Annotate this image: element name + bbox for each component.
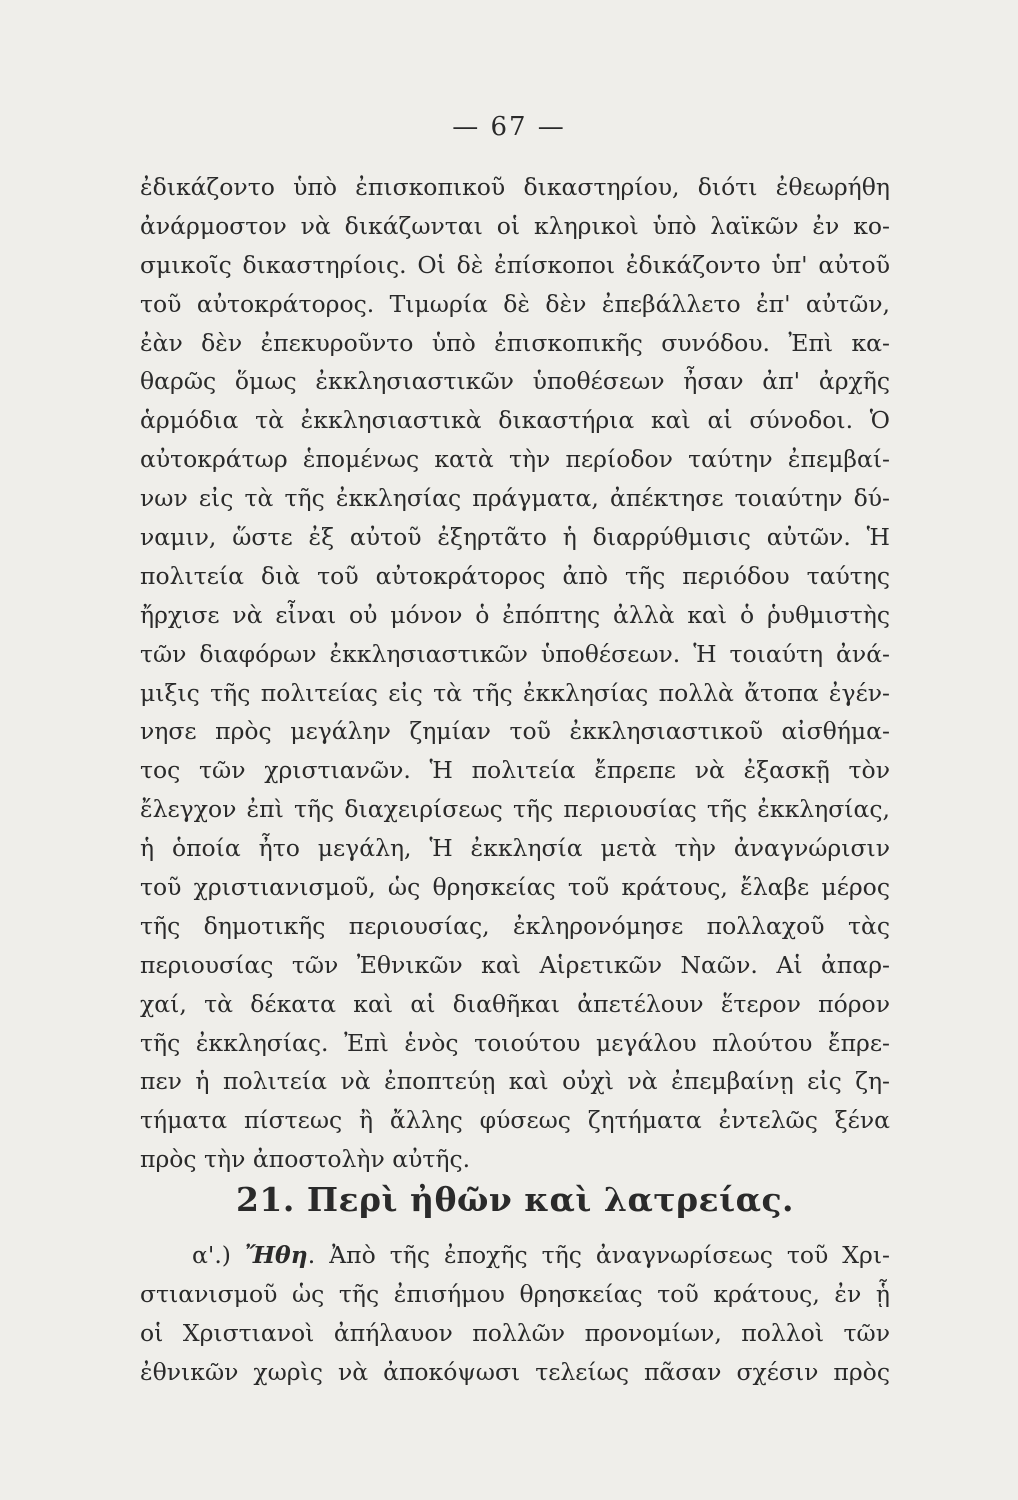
text-line: τος τῶν χριστιανῶν. Ἡ πολιτεία ἔπρεπε νὰ ἐξασκῇ τὸν	[140, 756, 890, 785]
text-line: ἁρμόδια τὰ ἐκκλησιαστικὰ δικαστήρια καὶ αἱ σύνοδοι. Ὁ	[140, 406, 890, 435]
text-line: ἀνάρμοστον νὰ δικάζωνται οἱ κληρικοὶ ὑπὸ λαϊκῶν ἐν κο-	[140, 211, 890, 240]
subsection-label: Ἤθη	[244, 1241, 308, 1269]
text-line: πρὸς τὴν ἀποστολὴν αὐτῆς.	[140, 1145, 471, 1174]
text-line: ἡ ὁποία ἦτο μεγάλη, Ἡ ἐκκλησία μετὰ τὴν ἀναγνώρισιν	[140, 834, 890, 863]
text-line: ἐὰν δὲν ἐπεκυροῦντο ὑπὸ ἐπισκοπικῆς συνόδου. Ἐπὶ κα-	[140, 328, 890, 357]
page-number: — 67 —	[452, 112, 566, 142]
text-line: περιουσίας τῶν Ἐθνικῶν καὶ Αἱρετικῶν Ναῶν. Αἱ ἀπαρ-	[140, 950, 890, 979]
paragraph	[140, 168, 890, 1179]
text-line: τοῦ αὐτοκράτορος. Τιμωρία δὲ δὲν ἐπεβάλλετο ἐπ' αὐτῶν,	[140, 289, 890, 318]
subsection-marker: α'.)	[192, 1241, 245, 1269]
text-line: νησε πρὸς μεγάλην ζημίαν τοῦ ἐκκλησιαστικοῦ αἰσθήμα-	[140, 717, 890, 746]
text-line: χαί, τὰ δέκατα καὶ αἱ διαθῆκαι ἀπετέλουν ἕτερον πόρον	[140, 989, 890, 1018]
text-line: αὐτοκράτωρ ἑπομένως κατὰ τὴν περίοδον ταύτην ἐπεμβαί-	[140, 445, 890, 474]
text-line: τήματα πίστεως ἢ ἄλλης φύσεως ζητήματα ἐντελῶς ξένα	[140, 1106, 890, 1135]
text-line: τῆς ἐκκλησίας. Ἐπὶ ἑνὸς τοιούτου μεγάλου πλούτου ἔπρε-	[140, 1028, 890, 1057]
section-heading: 21. Περὶ ἠθῶν καὶ λατρείας.	[235, 1180, 795, 1219]
subsection-first-line	[140, 1236, 890, 1275]
text-line: ἤρχισε νὰ εἶναι οὐ μόνον ὁ ἐπόπτης ἀλλὰ καὶ ὁ ῥυθμιστὴς	[140, 600, 890, 629]
text-line: πολιτεία διὰ τοῦ αὐτοκράτορος ἀπὸ τῆς περιόδου ταύτης	[140, 561, 890, 590]
subsection-first-line-text: . Ἀπὸ τῆς ἐποχῆς τῆς ἀναγνωρίσεως τοῦ Χρι-	[307, 1241, 890, 1269]
text-line: σμικοῖς δικαστηρίοις. Οἱ δὲ ἐπίσκοποι ἐδικάζοντο ὑπ' αὐτοῦ	[140, 250, 890, 279]
text-line: ναμιν, ὥστε ἐξ αὐτοῦ ἐξηρτᾶτο ἡ διαρρύθμισις αὐτῶν. Ἡ	[140, 523, 890, 552]
text-line: οἱ Χριστιανοὶ ἀπήλαυον πολλῶν προνομίων, πολλοὶ τῶν	[140, 1318, 890, 1347]
text-line: τῆς δημοτικῆς περιουσίας, ἐκληρονόμησε πολλαχοῦ τὰς	[140, 911, 890, 940]
text-line: τοῦ χριστιανισμοῦ, ὡς θρησκείας τοῦ κράτους, ἔλαβε μέρος	[140, 873, 890, 902]
text-line: μιξις τῆς πολιτείας εἰς τὰ τῆς ἐκκλησίας πολλὰ ἄτοπα ἐγέν-	[140, 678, 890, 707]
text-line: πεν ἡ πολιτεία νὰ ἐποπτεύῃ καὶ οὐχὶ νὰ ἐπεμβαίνῃ εἰς ζη-	[140, 1067, 890, 1096]
text-line: θαρῶς ὅμως ἐκκλησιαστικῶν ὑποθέσεων ἦσαν ἀπ' ἀρχῆς	[140, 367, 890, 396]
text-line: ἐδικάζοντο ὑπὸ ἐπισκοπικοῦ δικαστηρίου, διότι ἐθεωρήθη	[140, 173, 890, 201]
text-line: στιανισμοῦ ὡς τῆς ἐπισήμου θρησκείας τοῦ κράτους, ἐν ᾗ	[140, 1279, 890, 1308]
text-line: τῶν διαφόρων ἐκκλησιαστικῶν ὑποθέσεων. Ἡ τοιαύτη ἀνά-	[140, 639, 890, 668]
text-line: ἐθνικῶν χωρὶς νὰ ἀποκόψωσι τελείως πᾶσαν σχέσιν πρὸς	[140, 1357, 890, 1386]
text-line: ἔλεγχον ἐπὶ τῆς διαχειρίσεως τῆς περιουσίας τῆς ἐκκλησίας,	[140, 795, 890, 824]
subsection	[140, 1236, 890, 1392]
text-line: νων εἰς τὰ τῆς ἐκκλησίας πράγματα, ἀπέκτησε τοιαύτην δύ-	[140, 484, 890, 513]
